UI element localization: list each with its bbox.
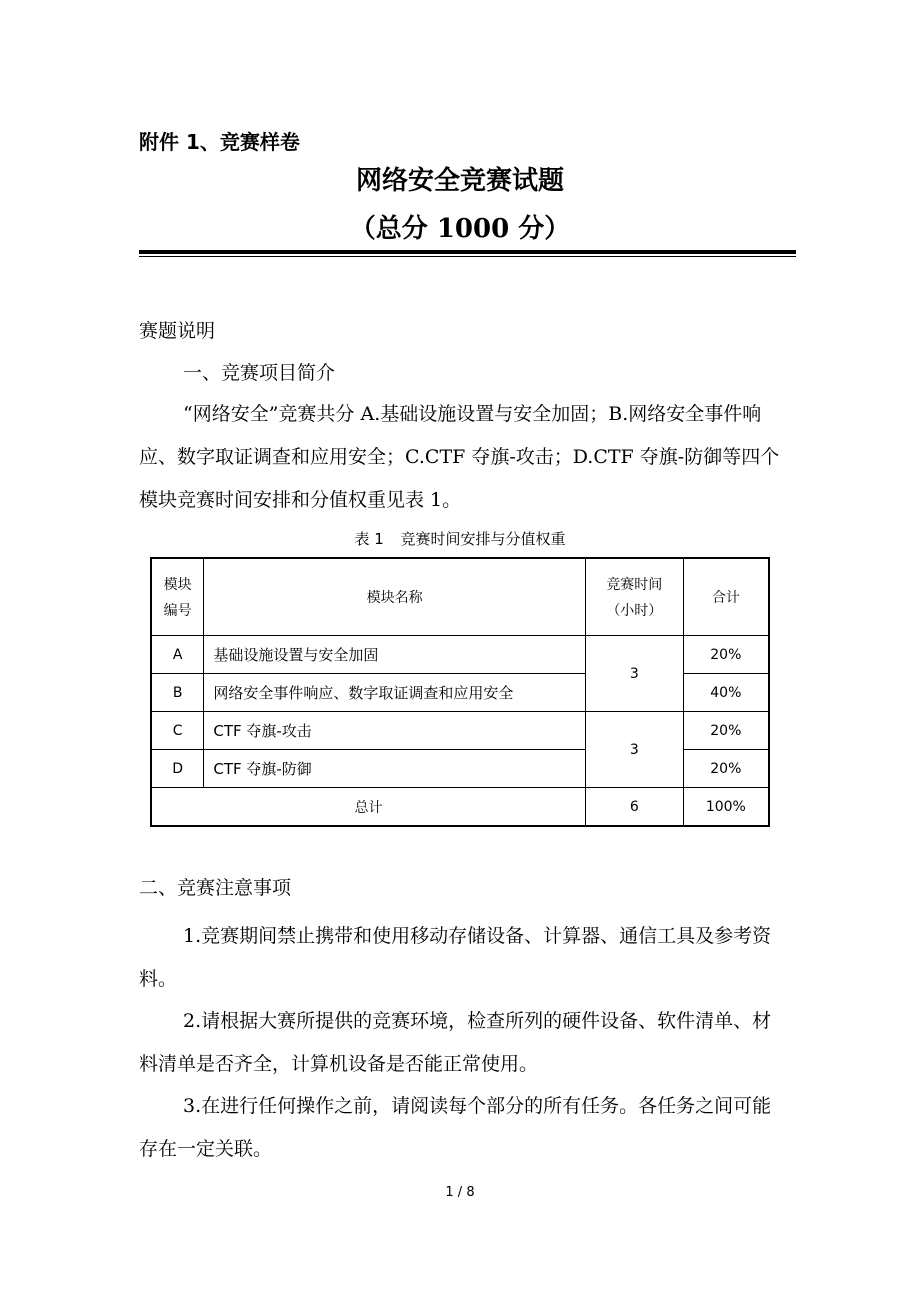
header-total: 合计	[683, 558, 769, 636]
note-item: 3.在进行任何操作之前，请阅读每个部分的所有任务。各任务之间可能存在一定关联。	[139, 1095, 772, 1160]
row-name: 网络安全事件响应、数字取证调查和应用安全	[204, 674, 586, 712]
header-module-name: 模块名称	[204, 558, 586, 636]
row-name: 基础设施设置与安全加固	[204, 636, 586, 674]
total-time: 6	[585, 788, 683, 827]
document-subtitle: （总分 1000 分）	[349, 214, 571, 244]
table-row	[151, 712, 769, 750]
intro-paragraph: “网络安全”竞赛共分 A.基础设施设置与安全加固；B.网络安全事件响应、数字取证调查和应用安全；C.CTF 夺旗-攻击；D.CTF 夺旗-防御等四个模块竞赛时间安排和分值权重见表 1。	[139, 403, 780, 511]
page-number: 1 / 8	[445, 1185, 475, 1200]
header-time	[585, 558, 683, 636]
row-weight: 20%	[683, 712, 769, 750]
header-time-line2: （小时）	[606, 603, 663, 619]
total-weight: 100%	[683, 788, 769, 827]
document-title: 网络安全竞赛试题	[355, 166, 564, 196]
total-label: 总计	[151, 788, 585, 827]
row-name: CTF 夺旗-防御	[204, 750, 586, 788]
attachment-label: 附件 1、竞赛样卷	[139, 130, 300, 154]
section-heading-notes: 二、竞赛注意事项	[139, 877, 292, 899]
table-header-row	[151, 558, 769, 636]
row-name: CTF 夺旗-攻击	[204, 712, 586, 750]
row-time-ab: 3	[585, 636, 683, 712]
row-weight: 20%	[683, 750, 769, 788]
section-heading-intro: 一、竞赛项目简介	[183, 362, 336, 384]
header-time-line1: 竞赛时间	[606, 577, 663, 593]
table-caption-label: 表 1	[354, 530, 384, 548]
table-total-row	[151, 788, 769, 827]
table-caption-text: 竞赛时间安排与分值权重	[400, 530, 566, 548]
header-module-code-line2: 编号	[163, 603, 192, 619]
header-module-code	[151, 558, 204, 636]
row-weight: 40%	[683, 674, 769, 712]
title-rule-thin	[139, 256, 796, 257]
title-rule-thick	[139, 250, 796, 254]
table-caption	[0, 528, 920, 549]
row-code: D	[151, 750, 204, 788]
note-item: 2.请根据大赛所提供的竞赛环境，检查所列的硬件设备、软件清单、材料清单是否齐全，计算机设备是否能正常使用。	[139, 1010, 772, 1075]
header-module-code-line1: 模块	[163, 577, 192, 593]
note-item: 1.竞赛期间禁止携带和使用移动存储设备、计算器、通信工具及参考资料。	[139, 925, 772, 990]
module-table	[150, 557, 770, 827]
row-code: C	[151, 712, 204, 750]
row-time-cd: 3	[585, 712, 683, 788]
row-weight: 20%	[683, 636, 769, 674]
row-code: B	[151, 674, 204, 712]
row-code: A	[151, 636, 204, 674]
table-row	[151, 636, 769, 674]
section-label: 赛题说明	[139, 320, 216, 342]
